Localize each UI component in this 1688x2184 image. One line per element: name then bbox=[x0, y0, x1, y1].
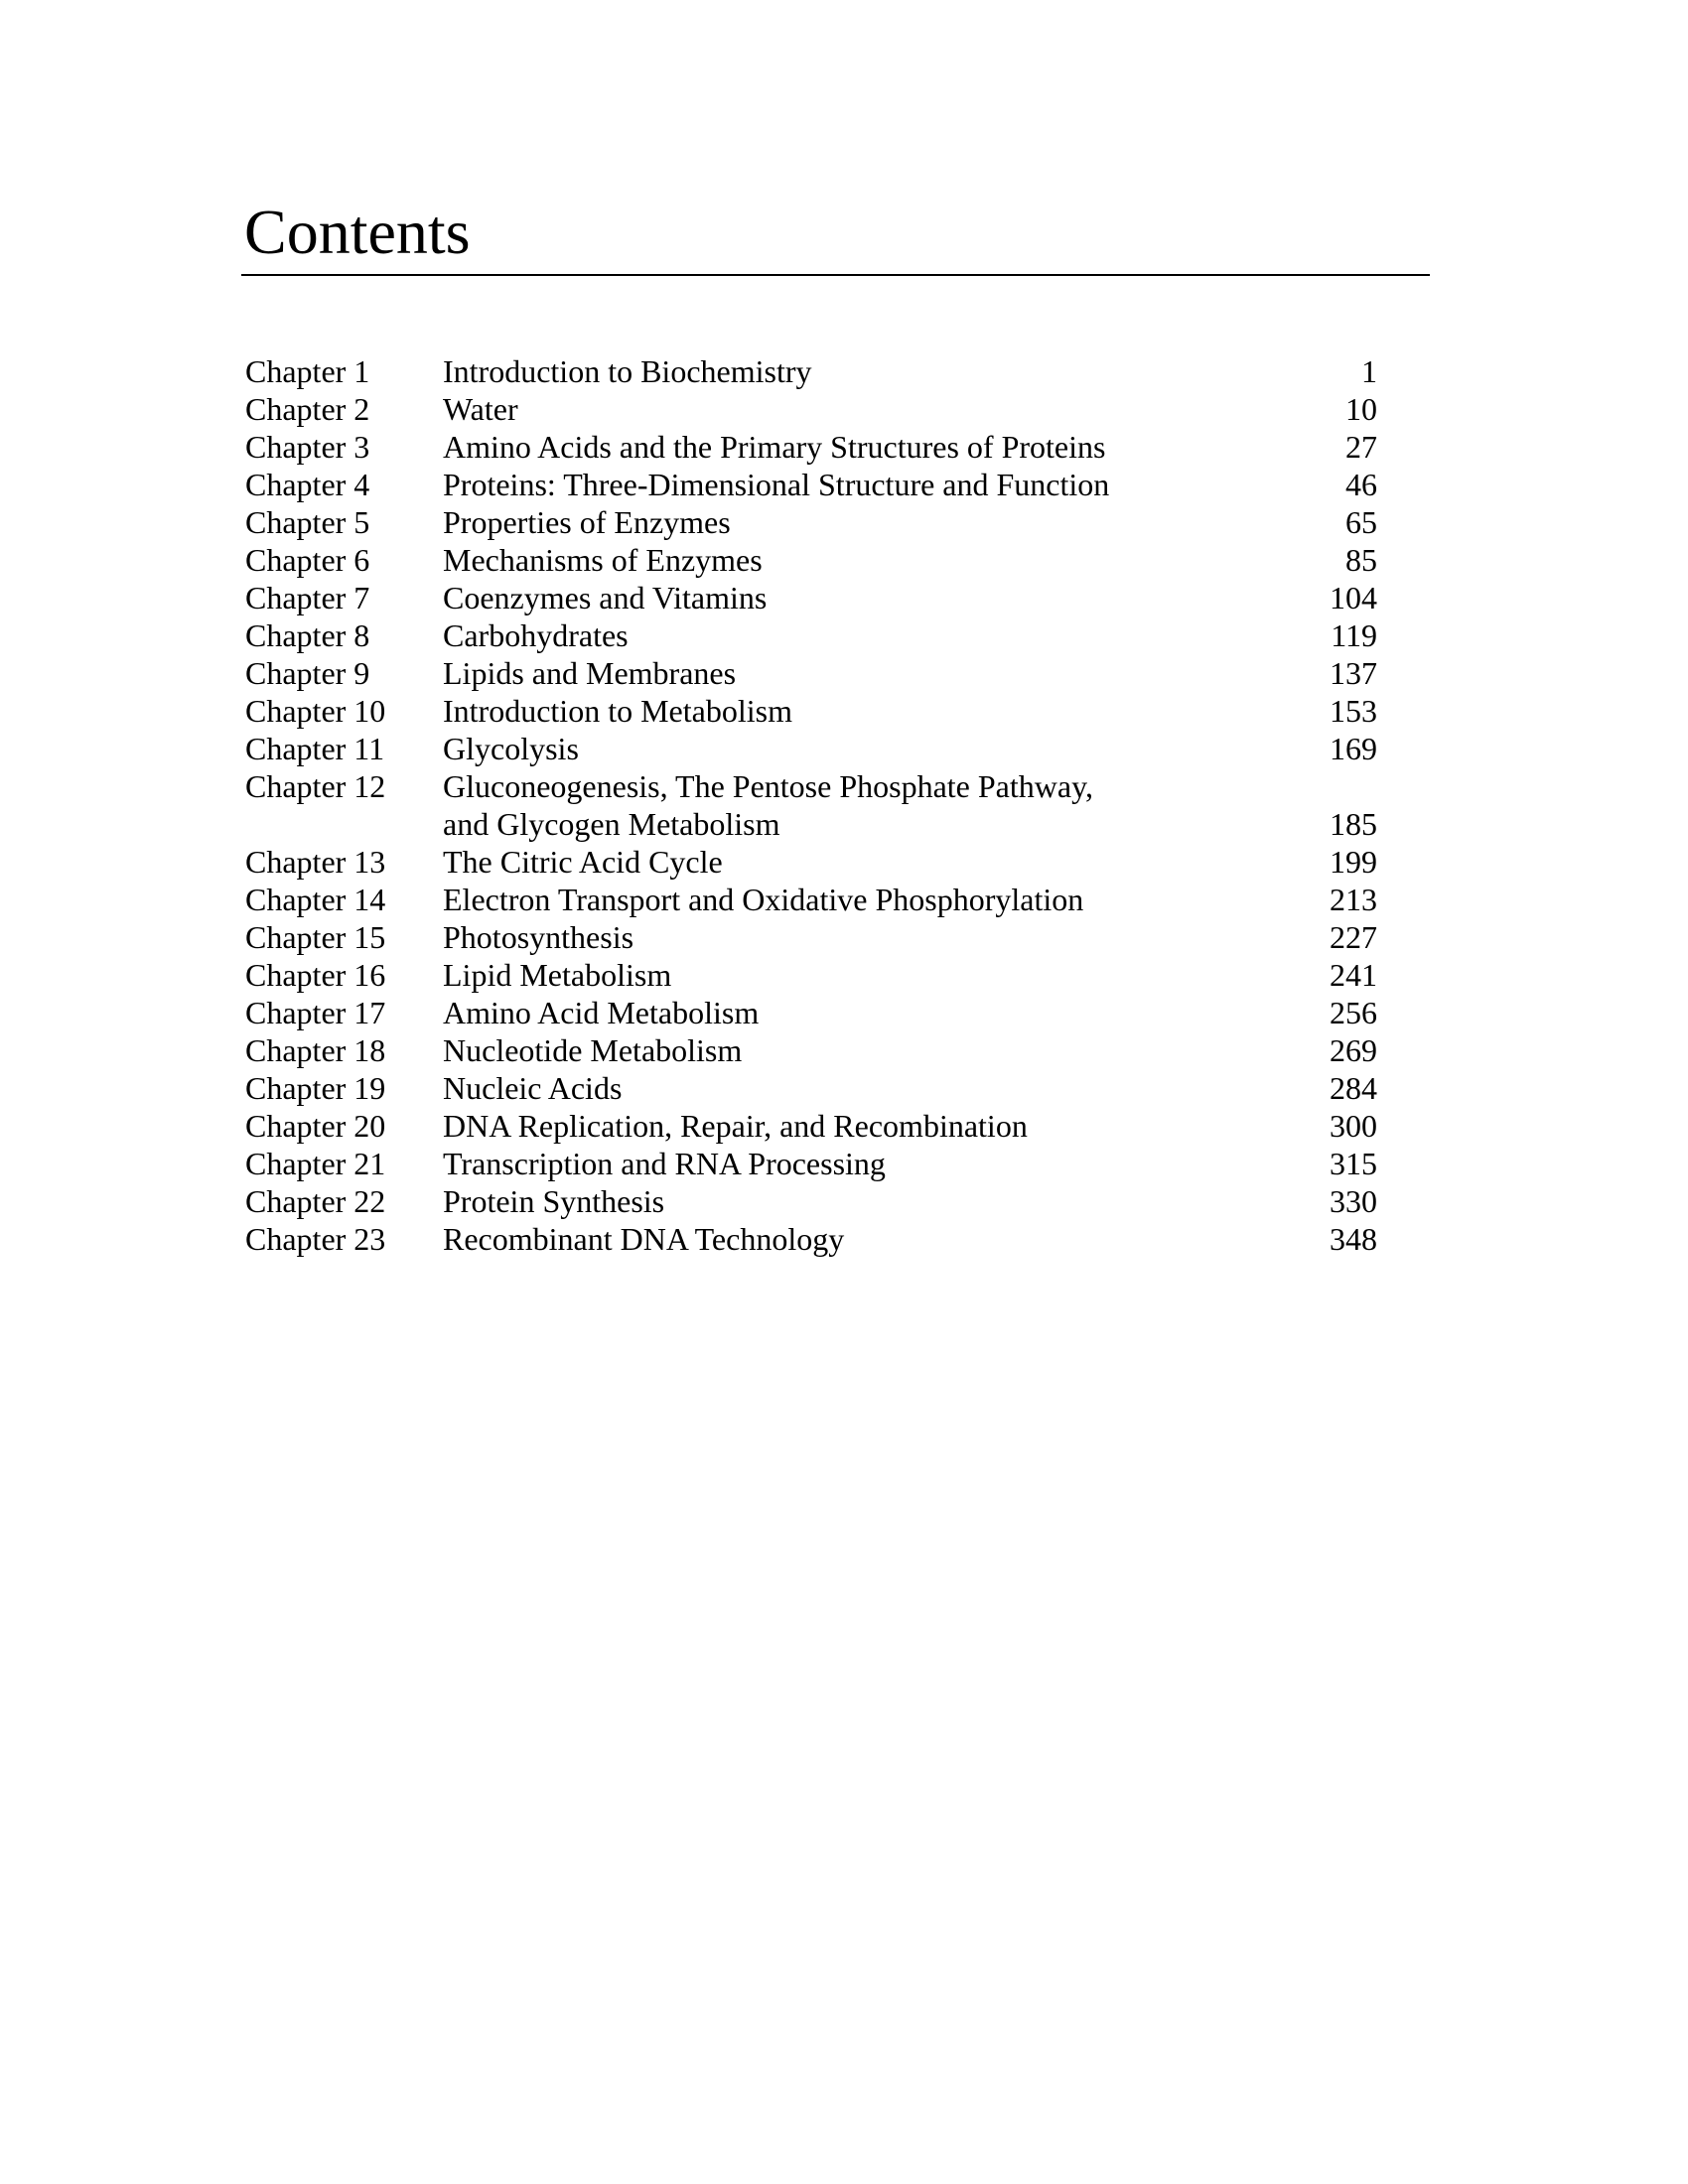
chapter-label: Chapter 11 bbox=[245, 731, 385, 766]
chapter-title: Gluconeogenesis, The Pentose Phosphate Pathway, bbox=[443, 768, 1093, 804]
chapter-label: Chapter 17 bbox=[245, 995, 386, 1030]
toc-entry[interactable] bbox=[245, 654, 1377, 692]
chapter-label: Chapter 10 bbox=[245, 693, 386, 729]
table-of-contents bbox=[245, 352, 1377, 1258]
chapter-label: Chapter 20 bbox=[245, 1108, 386, 1144]
page-number: 104 bbox=[1330, 580, 1377, 615]
chapter-label: Chapter 3 bbox=[245, 429, 370, 465]
page-number: 85 bbox=[1345, 542, 1377, 578]
page-number: 256 bbox=[1330, 995, 1377, 1030]
chapter-title: Glycolysis bbox=[443, 731, 579, 766]
chapter-title: Photosynthesis bbox=[443, 919, 634, 955]
chapter-title: Nucleotide Metabolism bbox=[443, 1032, 743, 1068]
chapter-title: Amino Acid Metabolism bbox=[443, 995, 760, 1030]
chapter-title: Lipids and Membranes bbox=[443, 655, 737, 691]
chapter-title: DNA Replication, Repair, and Recombination bbox=[443, 1108, 1028, 1144]
toc-entry[interactable] bbox=[245, 956, 1377, 994]
chapter-label: Chapter 9 bbox=[245, 655, 370, 691]
chapter-title: Introduction to Biochemistry bbox=[443, 353, 812, 389]
page-number: 199 bbox=[1330, 844, 1377, 880]
chapter-label: Chapter 23 bbox=[245, 1221, 386, 1257]
toc-entry[interactable] bbox=[245, 1031, 1377, 1069]
chapter-label: Chapter 13 bbox=[245, 844, 386, 880]
chapter-label: Chapter 8 bbox=[245, 617, 370, 653]
page-number: 1 bbox=[1361, 353, 1377, 389]
toc-entry[interactable] bbox=[245, 390, 1377, 428]
chapter-title: Water bbox=[443, 391, 518, 427]
chapter-title: and Glycogen Metabolism bbox=[443, 806, 780, 842]
chapter-label: Chapter 19 bbox=[245, 1070, 386, 1106]
toc-entry[interactable] bbox=[245, 541, 1377, 579]
page-number: 185 bbox=[1330, 806, 1377, 842]
page-number: 300 bbox=[1330, 1108, 1377, 1144]
chapter-label: Chapter 2 bbox=[245, 391, 370, 427]
page-number: 330 bbox=[1330, 1183, 1377, 1219]
toc-entry[interactable] bbox=[245, 1107, 1377, 1145]
page-number: 10 bbox=[1345, 391, 1377, 427]
chapter-title: Lipid Metabolism bbox=[443, 957, 672, 993]
page-number: 65 bbox=[1345, 504, 1377, 540]
toc-entry[interactable] bbox=[245, 1069, 1377, 1107]
chapter-title: Properties of Enzymes bbox=[443, 504, 731, 540]
toc-entry[interactable] bbox=[245, 767, 1377, 805]
toc-entry[interactable] bbox=[245, 503, 1377, 541]
chapter-label: Chapter 16 bbox=[245, 957, 386, 993]
toc-entry[interactable] bbox=[245, 692, 1377, 730]
chapter-title: Nucleic Acids bbox=[443, 1070, 623, 1106]
chapter-label: Chapter 22 bbox=[245, 1183, 386, 1219]
chapter-title: Electron Transport and Oxidative Phosphorylation bbox=[443, 882, 1084, 917]
chapter-label: Chapter 14 bbox=[245, 882, 386, 917]
toc-entry[interactable] bbox=[245, 881, 1377, 918]
toc-entry[interactable] bbox=[245, 805, 1377, 843]
chapter-title: The Citric Acid Cycle bbox=[443, 844, 723, 880]
chapter-title: Proteins: Three-Dimensional Structure and Function bbox=[443, 467, 1110, 502]
page-number: 153 bbox=[1330, 693, 1377, 729]
chapter-title: Recombinant DNA Technology bbox=[443, 1221, 845, 1257]
chapter-label bbox=[245, 805, 443, 843]
toc-entry[interactable] bbox=[245, 1182, 1377, 1220]
toc-entry[interactable] bbox=[245, 918, 1377, 956]
toc-entry[interactable] bbox=[245, 1220, 1377, 1258]
toc-entry[interactable] bbox=[245, 352, 1377, 390]
title-rule bbox=[241, 274, 1430, 276]
page-number: 284 bbox=[1330, 1070, 1377, 1106]
chapter-label: Chapter 15 bbox=[245, 919, 386, 955]
toc-entry[interactable] bbox=[245, 843, 1377, 881]
page-number: 269 bbox=[1330, 1032, 1377, 1068]
chapter-title: Amino Acids and the Primary Structures of Proteins bbox=[443, 429, 1106, 465]
chapter-title: Introduction to Metabolism bbox=[443, 693, 792, 729]
toc-entry[interactable] bbox=[245, 730, 1377, 767]
chapter-title: Protein Synthesis bbox=[443, 1183, 665, 1219]
page-number: 227 bbox=[1330, 919, 1377, 955]
chapter-title: Transcription and RNA Processing bbox=[443, 1146, 886, 1181]
toc-entry[interactable] bbox=[245, 579, 1377, 616]
page-number: 315 bbox=[1330, 1146, 1377, 1181]
chapter-title: Carbohydrates bbox=[443, 617, 629, 653]
chapter-label: Chapter 6 bbox=[245, 542, 370, 578]
chapter-label: Chapter 4 bbox=[245, 467, 370, 502]
chapter-title: Mechanisms of Enzymes bbox=[443, 542, 763, 578]
toc-entry[interactable] bbox=[245, 428, 1377, 466]
page-number: 241 bbox=[1330, 957, 1377, 993]
page-number bbox=[1258, 767, 1377, 805]
page-number: 348 bbox=[1330, 1221, 1377, 1257]
chapter-label: Chapter 5 bbox=[245, 504, 370, 540]
page-number: 27 bbox=[1345, 429, 1377, 465]
page-number: 169 bbox=[1330, 731, 1377, 766]
page-title: Contents bbox=[244, 197, 471, 267]
toc-entry[interactable] bbox=[245, 994, 1377, 1031]
chapter-label: Chapter 21 bbox=[245, 1146, 386, 1181]
chapter-label: Chapter 1 bbox=[245, 353, 370, 389]
toc-entry[interactable] bbox=[245, 466, 1377, 503]
chapter-title: Coenzymes and Vitamins bbox=[443, 580, 768, 615]
chapter-label: Chapter 18 bbox=[245, 1032, 386, 1068]
page-number: 119 bbox=[1331, 617, 1377, 653]
toc-entry[interactable] bbox=[245, 616, 1377, 654]
toc-entry[interactable] bbox=[245, 1145, 1377, 1182]
page-number: 46 bbox=[1345, 467, 1377, 502]
page-number: 213 bbox=[1330, 882, 1377, 917]
page-number: 137 bbox=[1330, 655, 1377, 691]
chapter-label: Chapter 12 bbox=[245, 768, 386, 804]
chapter-label: Chapter 7 bbox=[245, 580, 370, 615]
